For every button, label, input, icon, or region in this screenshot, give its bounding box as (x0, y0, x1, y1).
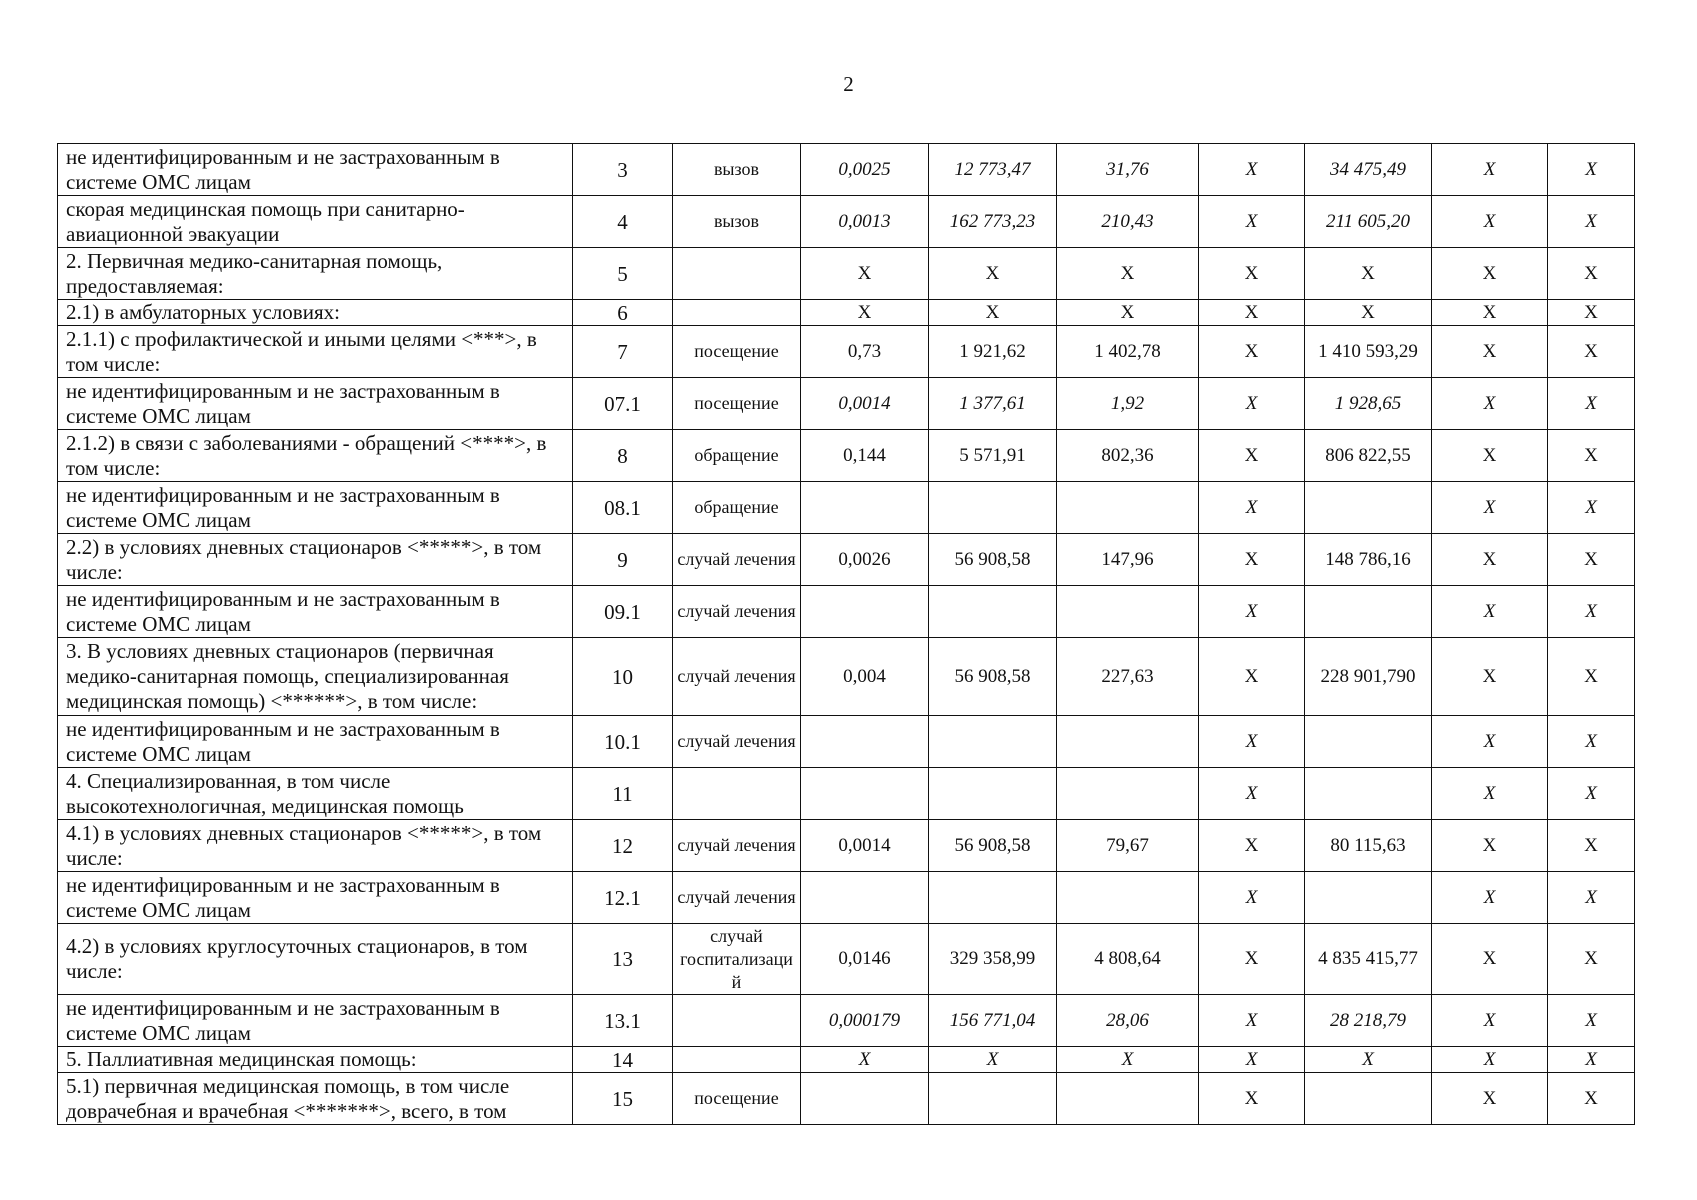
value-cell: X (1432, 924, 1548, 995)
value-cell: 0,0025 (801, 144, 929, 196)
value-cell: X (1548, 144, 1635, 196)
value-cell: X (1548, 995, 1635, 1047)
row-number-cell: 4 (573, 196, 673, 248)
value-cell (801, 716, 929, 768)
value-cell: X (1548, 820, 1635, 872)
value-cell: 211 605,20 (1305, 196, 1432, 248)
value-cell (1305, 768, 1432, 820)
row-name-cell: не идентифицированным и не застрахованным в системе ОМС лицам (58, 586, 573, 638)
value-cell: X (1199, 534, 1305, 586)
value-cell: X (1548, 716, 1635, 768)
value-cell: X (1548, 638, 1635, 716)
value-cell: X (1199, 482, 1305, 534)
row-number-cell: 12 (573, 820, 673, 872)
unit-cell (673, 300, 801, 326)
value-cell: 802,36 (1057, 430, 1199, 482)
value-cell: X (1432, 638, 1548, 716)
unit-cell (673, 248, 801, 300)
value-cell: X (1432, 196, 1548, 248)
value-cell: X (1432, 300, 1548, 326)
unit-cell: случай лечения (673, 638, 801, 716)
value-cell (1305, 586, 1432, 638)
table-row (58, 586, 1635, 638)
value-cell: X (1199, 378, 1305, 430)
value-cell: X (1199, 1047, 1305, 1073)
row-number-cell: 08.1 (573, 482, 673, 534)
value-cell: 28,06 (1057, 995, 1199, 1047)
value-cell: 31,76 (1057, 144, 1199, 196)
row-number-cell: 5 (573, 248, 673, 300)
row-name-cell: не идентифицированным и не застрахованным в системе ОМС лицам (58, 872, 573, 924)
value-cell (801, 482, 929, 534)
unit-cell: вызов (673, 144, 801, 196)
value-cell (1305, 1073, 1432, 1125)
value-cell: 28 218,79 (1305, 995, 1432, 1047)
value-cell: X (1305, 1047, 1432, 1073)
value-cell: 56 908,58 (929, 820, 1057, 872)
value-cell: 80 115,63 (1305, 820, 1432, 872)
value-cell: 34 475,49 (1305, 144, 1432, 196)
row-number-cell: 3 (573, 144, 673, 196)
value-cell (1057, 768, 1199, 820)
value-cell: X (1199, 144, 1305, 196)
value-cell: X (1199, 196, 1305, 248)
value-cell (801, 586, 929, 638)
row-name-cell: 4.2) в условиях круглосуточных стационаров, в том числе: (58, 924, 573, 995)
row-name-cell: 5. Паллиативная медицинская помощь: (58, 1047, 573, 1073)
unit-cell: случай лечения (673, 872, 801, 924)
value-cell (1057, 716, 1199, 768)
value-cell: X (1305, 248, 1432, 300)
value-cell: X (1548, 300, 1635, 326)
value-cell (1305, 482, 1432, 534)
value-cell: X (1199, 995, 1305, 1047)
table-row (58, 768, 1635, 820)
value-cell: X (1432, 326, 1548, 378)
value-cell (929, 716, 1057, 768)
row-number-cell: 10.1 (573, 716, 673, 768)
value-cell: 0,0014 (801, 820, 929, 872)
value-cell (1305, 716, 1432, 768)
value-cell: 329 358,99 (929, 924, 1057, 995)
value-cell: X (1548, 248, 1635, 300)
value-cell: X (1432, 586, 1548, 638)
value-cell: 0,0014 (801, 378, 929, 430)
value-cell: X (1199, 586, 1305, 638)
value-cell: X (1199, 638, 1305, 716)
row-name-cell: не идентифицированным и не застрахованным в системе ОМС лицам (58, 144, 573, 196)
value-cell: X (1548, 586, 1635, 638)
unit-cell: вызов (673, 196, 801, 248)
unit-cell: обращение (673, 482, 801, 534)
row-number-cell: 7 (573, 326, 673, 378)
value-cell: X (929, 1047, 1057, 1073)
value-cell: X (801, 1047, 929, 1073)
value-cell: X (1548, 1073, 1635, 1125)
value-cell: X (1432, 248, 1548, 300)
value-cell (801, 1073, 929, 1125)
table-row (58, 248, 1635, 300)
value-cell: X (1432, 430, 1548, 482)
value-cell: X (1432, 716, 1548, 768)
value-cell (929, 768, 1057, 820)
value-cell: 0,144 (801, 430, 929, 482)
value-cell: X (1432, 482, 1548, 534)
unit-cell: посещение (673, 326, 801, 378)
value-cell: X (1199, 716, 1305, 768)
value-cell: 148 786,16 (1305, 534, 1432, 586)
value-cell: 1 921,62 (929, 326, 1057, 378)
table-row (58, 144, 1635, 196)
row-name-cell: 4.1) в условиях дневных стационаров <*****>, в том числе: (58, 820, 573, 872)
table-row (58, 1073, 1635, 1125)
table-row (58, 482, 1635, 534)
table-body (58, 144, 1635, 1125)
row-name-cell: 5.1) первичная медицинская помощь, в том числе доврачебная и врачебная <*******>, всего, в том (58, 1073, 573, 1125)
value-cell: X (1305, 300, 1432, 326)
table-row (58, 638, 1635, 716)
value-cell (1057, 872, 1199, 924)
row-name-cell: 4. Специализированная, в том числе высокотехнологичная, медицинская помощь (58, 768, 573, 820)
row-number-cell: 6 (573, 300, 673, 326)
unit-cell: случай лечения (673, 716, 801, 768)
value-cell (929, 482, 1057, 534)
row-name-cell: 2. Первичная медико-санитарная помощь, предоставляемая: (58, 248, 573, 300)
value-cell: X (1548, 196, 1635, 248)
value-cell: 12 773,47 (929, 144, 1057, 196)
unit-cell: посещение (673, 378, 801, 430)
value-cell (929, 872, 1057, 924)
table-row (58, 196, 1635, 248)
row-name-cell: 2.1.2) в связи с заболеваниями - обращений <****>, в том числе: (58, 430, 573, 482)
value-cell: X (1432, 378, 1548, 430)
value-cell: 156 771,04 (929, 995, 1057, 1047)
value-cell: X (929, 300, 1057, 326)
row-name-cell: не идентифицированным и не застрахованным в системе ОМС лицам (58, 482, 573, 534)
table-row (58, 430, 1635, 482)
unit-cell (673, 768, 801, 820)
row-number-cell: 14 (573, 1047, 673, 1073)
value-cell: X (1432, 995, 1548, 1047)
row-number-cell: 11 (573, 768, 673, 820)
value-cell: 147,96 (1057, 534, 1199, 586)
value-cell: X (1548, 534, 1635, 586)
value-cell: X (1199, 326, 1305, 378)
row-name-cell: не идентифицированным и не застрахованным в системе ОМС лицам (58, 716, 573, 768)
value-cell: X (1548, 378, 1635, 430)
value-cell: 1 928,65 (1305, 378, 1432, 430)
value-cell (929, 1073, 1057, 1125)
row-number-cell: 12.1 (573, 872, 673, 924)
value-cell: 806 822,55 (1305, 430, 1432, 482)
value-cell: 0,0013 (801, 196, 929, 248)
value-cell: X (1199, 872, 1305, 924)
value-cell: 79,67 (1057, 820, 1199, 872)
table-row (58, 716, 1635, 768)
row-name-cell: не идентифицированным и не застрахованным в системе ОМС лицам (58, 995, 573, 1047)
value-cell (1305, 872, 1432, 924)
value-cell: X (929, 248, 1057, 300)
value-cell: X (1548, 326, 1635, 378)
value-cell: X (1057, 248, 1199, 300)
row-number-cell: 13.1 (573, 995, 673, 1047)
value-cell (801, 768, 929, 820)
row-name-cell: 2.2) в условиях дневных стационаров <*****>, в том числе: (58, 534, 573, 586)
table-row (58, 300, 1635, 326)
row-name-cell: 2.1.1) с профилактической и иными целями <***>, в том числе: (58, 326, 573, 378)
unit-cell (673, 995, 801, 1047)
unit-cell: случай госпитализаци й (673, 924, 801, 995)
value-cell: 4 835 415,77 (1305, 924, 1432, 995)
value-cell: 56 908,58 (929, 638, 1057, 716)
value-cell: 1 402,78 (1057, 326, 1199, 378)
value-cell: 162 773,23 (929, 196, 1057, 248)
value-cell: 1,92 (1057, 378, 1199, 430)
value-cell: X (1057, 300, 1199, 326)
row-name-cell: скорая медицинская помощь при санитарно-авиационной эвакуации (58, 196, 573, 248)
value-cell: X (1057, 1047, 1199, 1073)
value-cell: X (1199, 924, 1305, 995)
table-row (58, 995, 1635, 1047)
table-row (58, 872, 1635, 924)
value-cell: 0,73 (801, 326, 929, 378)
table-row (58, 326, 1635, 378)
value-cell: 210,43 (1057, 196, 1199, 248)
row-name-cell: 3. В условиях дневных стационаров (первичная медико-санитарная помощь, специализированная медицинская помощь) <******>, в том числе: (58, 638, 573, 716)
value-cell: 56 908,58 (929, 534, 1057, 586)
value-cell: 0,0026 (801, 534, 929, 586)
value-cell: 1 377,61 (929, 378, 1057, 430)
value-cell: 0,000179 (801, 995, 929, 1047)
value-cell: X (1199, 768, 1305, 820)
value-cell: X (1432, 144, 1548, 196)
table-row (58, 1047, 1635, 1073)
page-number: 2 (843, 72, 854, 96)
value-cell: 4 808,64 (1057, 924, 1199, 995)
value-cell (1057, 482, 1199, 534)
value-cell: X (1432, 820, 1548, 872)
value-cell (801, 872, 929, 924)
value-cell: X (1432, 1047, 1548, 1073)
value-cell (1057, 586, 1199, 638)
unit-cell (673, 1047, 801, 1073)
table-row (58, 378, 1635, 430)
row-number-cell: 13 (573, 924, 673, 995)
value-cell: X (1548, 1047, 1635, 1073)
table-row (58, 924, 1635, 995)
row-number-cell: 9 (573, 534, 673, 586)
value-cell: X (1199, 1073, 1305, 1125)
table-row (58, 820, 1635, 872)
row-number-cell: 09.1 (573, 586, 673, 638)
table-row (58, 534, 1635, 586)
value-cell: X (1199, 820, 1305, 872)
tariff-table (57, 143, 1635, 1125)
unit-cell: случай лечения (673, 586, 801, 638)
value-cell: X (801, 300, 929, 326)
value-cell: X (1432, 872, 1548, 924)
row-name-cell: 2.1) в амбулаторных условиях: (58, 300, 573, 326)
value-cell: 0,004 (801, 638, 929, 716)
value-cell: X (1548, 768, 1635, 820)
value-cell (1057, 1073, 1199, 1125)
value-cell: X (1548, 430, 1635, 482)
value-cell: X (1548, 924, 1635, 995)
value-cell: 0,0146 (801, 924, 929, 995)
value-cell: X (1199, 248, 1305, 300)
row-number-cell: 8 (573, 430, 673, 482)
value-cell: X (1432, 1073, 1548, 1125)
unit-cell: случай лечения (673, 534, 801, 586)
value-cell (929, 586, 1057, 638)
value-cell: X (1432, 534, 1548, 586)
value-cell: X (1548, 872, 1635, 924)
value-cell: X (1199, 430, 1305, 482)
value-cell: 227,63 (1057, 638, 1199, 716)
value-cell: X (801, 248, 929, 300)
value-cell: 228 901,790 (1305, 638, 1432, 716)
value-cell: 1 410 593,29 (1305, 326, 1432, 378)
value-cell: X (1548, 482, 1635, 534)
value-cell: X (1432, 768, 1548, 820)
row-number-cell: 15 (573, 1073, 673, 1125)
unit-cell: случай лечения (673, 820, 801, 872)
value-cell: X (1199, 300, 1305, 326)
row-number-cell: 07.1 (573, 378, 673, 430)
row-name-cell: не идентифицированным и не застрахованным в системе ОМС лицам (58, 378, 573, 430)
unit-cell: посещение (673, 1073, 801, 1125)
value-cell: 5 571,91 (929, 430, 1057, 482)
row-number-cell: 10 (573, 638, 673, 716)
unit-cell: обращение (673, 430, 801, 482)
